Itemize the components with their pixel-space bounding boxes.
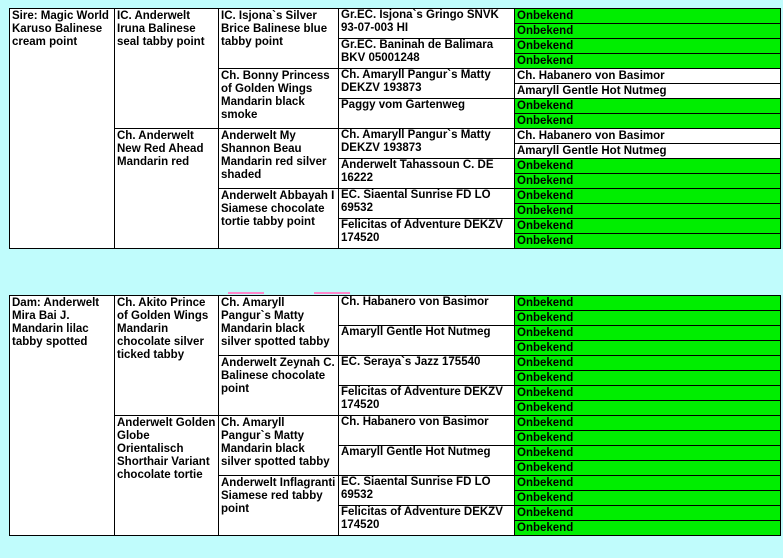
sire-grandparent-2[interactable]: Ch. Anderwelt New Red Ahead Mandarin red bbox=[115, 129, 219, 249]
dam-ancestor-3[interactable]: Onbekend bbox=[515, 326, 781, 341]
dam-ggp-1[interactable]: Ch. Amaryll Pangur`s Matty Mandarin black silver spotted tabby bbox=[219, 296, 339, 356]
sire-ancestor-14[interactable]: Onbekend bbox=[515, 204, 781, 219]
sire-ancestor-2[interactable]: Onbekend bbox=[515, 24, 781, 39]
sire-ancestor-3[interactable]: Onbekend bbox=[515, 39, 781, 54]
dam-ancestor-2[interactable]: Onbekend bbox=[515, 311, 781, 326]
selection-marker bbox=[228, 292, 264, 294]
dam-ancestor-8[interactable]: Onbekend bbox=[515, 401, 781, 416]
dam-ancestor-4[interactable]: Onbekend bbox=[515, 341, 781, 356]
sire-ancestor-10[interactable]: Amaryll Gentle Hot Nutmeg bbox=[515, 144, 781, 159]
dam-ancestor-6[interactable]: Onbekend bbox=[515, 371, 781, 386]
sire-gggp-7[interactable]: EC. Siaental Sunrise FD LO 69532 bbox=[339, 189, 515, 219]
sire-ancestor-11[interactable]: Onbekend bbox=[515, 159, 781, 174]
dam-ggp-3[interactable]: Ch. Amaryll Pangur`s Matty Mandarin black silver spotted tabby bbox=[219, 416, 339, 476]
sire-gggp-6[interactable]: Anderwelt Tahassoun C. DE 16222 bbox=[339, 159, 515, 189]
sire-ancestor-6[interactable]: Amaryll Gentle Hot Nutmeg bbox=[515, 84, 781, 99]
dam-ggp-4[interactable]: Anderwelt Inflagranti Siamese red tabby point bbox=[219, 476, 339, 536]
selection-marker bbox=[314, 292, 350, 294]
sire-ancestor-13[interactable]: Onbekend bbox=[515, 189, 781, 204]
sire-gggp-2[interactable]: Gr.EC. Baninah de Balimara BKV 05001248 bbox=[339, 39, 515, 69]
sire-ancestor-9[interactable]: Ch. Habanero von Basimor bbox=[515, 129, 781, 144]
dam-ancestor-11[interactable]: Onbekend bbox=[515, 446, 781, 461]
dam-gggp-8[interactable]: Felicitas of Adventure DEKZV 174520 bbox=[339, 506, 515, 536]
sire-ancestor-16[interactable]: Onbekend bbox=[515, 234, 781, 249]
dam-ancestor-13[interactable]: Onbekend bbox=[515, 476, 781, 491]
dam-ancestor-16[interactable]: Onbekend bbox=[515, 521, 781, 536]
dam-ancestor-7[interactable]: Onbekend bbox=[515, 386, 781, 401]
dam-gggp-4[interactable]: Felicitas of Adventure DEKZV 174520 bbox=[339, 386, 515, 416]
dam-gggp-7[interactable]: EC. Siaental Sunrise FD LO 69532 bbox=[339, 476, 515, 506]
sire-ancestor-7[interactable]: Onbekend bbox=[515, 99, 781, 114]
dam-ancestor-12[interactable]: Onbekend bbox=[515, 461, 781, 476]
dam-gggp-6[interactable]: Amaryll Gentle Hot Nutmeg bbox=[339, 446, 515, 476]
dam-gggp-5[interactable]: Ch. Habanero von Basimor bbox=[339, 416, 515, 446]
dam-grandparent-1[interactable]: Ch. Akito Prince of Golden Wings Mandarin chocolate silver ticked tabby bbox=[115, 296, 219, 416]
dam-ancestor-15[interactable]: Onbekend bbox=[515, 506, 781, 521]
sire-gggp-1[interactable]: Gr.EC. Isjona`s Gringo SNVK 93-07-003 HI bbox=[339, 9, 515, 39]
dam-ancestor-14[interactable]: Onbekend bbox=[515, 491, 781, 506]
sire-ggp-3[interactable]: Anderwelt My Shannon Beau Mandarin red silver shaded bbox=[219, 129, 339, 189]
sire-ancestor-5[interactable]: Ch. Habanero von Basimor bbox=[515, 69, 781, 84]
dam-ancestor-1[interactable]: Onbekend bbox=[515, 296, 781, 311]
sire-grandparent-1[interactable]: IC. Anderwelt Iruna Balinese seal tabby point bbox=[115, 9, 219, 129]
sire-ancestor-4[interactable]: Onbekend bbox=[515, 54, 781, 69]
sire-gggp-5[interactable]: Ch. Amaryll Pangur`s Matty DEKZV 193873 bbox=[339, 129, 515, 159]
sire-ancestor-12[interactable]: Onbekend bbox=[515, 174, 781, 189]
dam-grandparent-2[interactable]: Anderwelt Golden Globe Orientalisch Shorthair Variant chocolate tortie bbox=[115, 416, 219, 536]
dam-ggp-2[interactable]: Anderwelt Zeynah C. Balinese chocolate point bbox=[219, 356, 339, 416]
dam-ancestor-9[interactable]: Onbekend bbox=[515, 416, 781, 431]
dam-gggp-2[interactable]: Amaryll Gentle Hot Nutmeg bbox=[339, 326, 515, 356]
dam-ancestor-10[interactable]: Onbekend bbox=[515, 431, 781, 446]
sire-gggp-8[interactable]: Felicitas of Adventure DEKZV 174520 bbox=[339, 219, 515, 249]
sire-ggp-4[interactable]: Anderwelt Abbayah I Siamese chocolate tortie tabby point bbox=[219, 189, 339, 249]
sire-ggp-1[interactable]: IC. Isjona`s Silver Brice Balinese blue tabby point bbox=[219, 9, 339, 69]
sire-gggp-3[interactable]: Ch. Amaryll Pangur`s Matty DEKZV 193873 bbox=[339, 69, 515, 99]
sire-ancestor-8[interactable]: Onbekend bbox=[515, 114, 781, 129]
dam-gggp-1[interactable]: Ch. Habanero von Basimor bbox=[339, 296, 515, 326]
dam-gggp-3[interactable]: EC. Seraya`s Jazz 175540 bbox=[339, 356, 515, 386]
sire-pedigree bbox=[9, 8, 780, 249]
sire-gggp-4[interactable]: Paggy vom Gartenweg bbox=[339, 99, 515, 129]
sire-ancestor-1[interactable]: Onbekend bbox=[515, 9, 781, 24]
dam-pedigree bbox=[9, 295, 780, 536]
dam-ancestor-5[interactable]: Onbekend bbox=[515, 356, 781, 371]
sire-cell[interactable]: Sire: Magic World Karuso Balinese cream point bbox=[10, 9, 115, 249]
sire-ggp-2[interactable]: Ch. Bonny Princess of Golden Wings Mandarin black smoke bbox=[219, 69, 339, 129]
dam-cell[interactable]: Dam: Anderwelt Mira Bai J. Mandarin lilac tabby spotted bbox=[10, 296, 115, 536]
sire-ancestor-15[interactable]: Onbekend bbox=[515, 219, 781, 234]
